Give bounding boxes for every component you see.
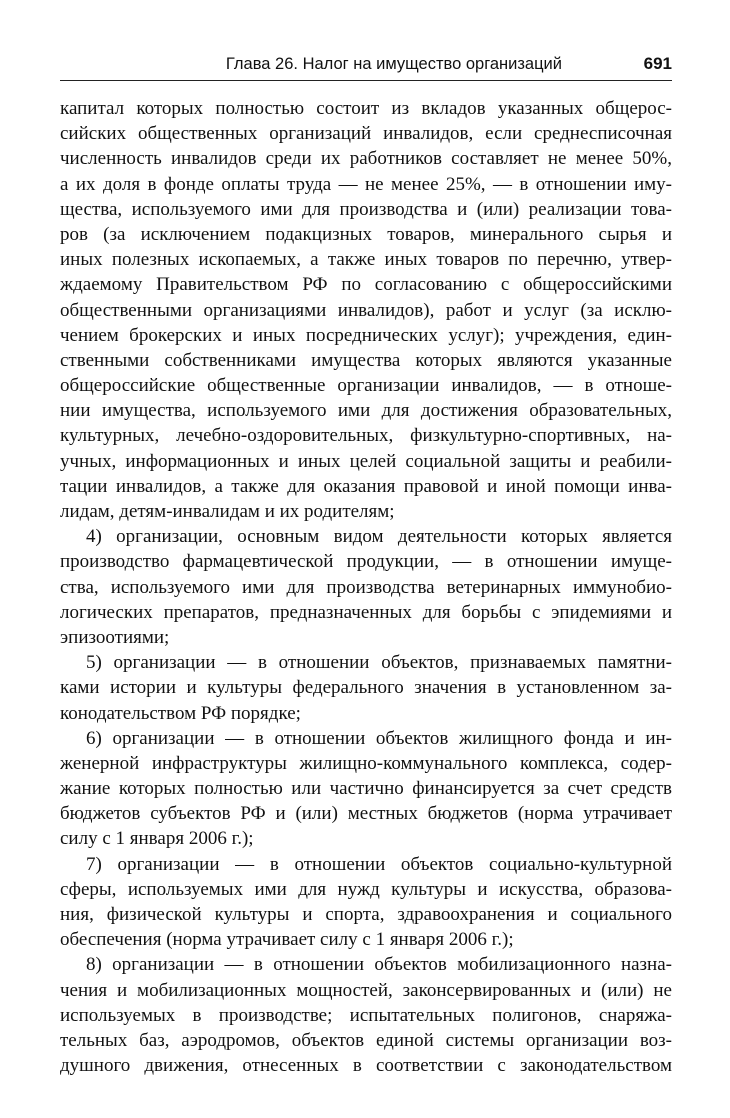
- text-line: ров (за исключением подакцизных товаров, минерального сырья и: [60, 223, 672, 245]
- text-line: общественными организациями инвалидов), работ и услуг (за исклю-: [60, 299, 672, 321]
- text-line: ками истории и культуры федерального значения в установленном за-: [60, 677, 672, 699]
- text-line: душного движения, отнесенных в соответствии с законодательством: [60, 1055, 672, 1077]
- text-line: учных, информационных и иных целей социальной защиты и реабили-: [60, 450, 672, 472]
- text-line: бюджетов субъектов РФ и (или) местных бюджетов (норма утрачивает: [60, 803, 672, 825]
- text-line: 8) организации — в отношении объектов мобилизационного назна-: [86, 954, 672, 976]
- text-line: щества, используемого ими для производства и (или) реализации това-: [60, 198, 672, 220]
- text-line: лидам, детям-инвалидам и их родителям;: [60, 501, 395, 522]
- text-line: нии имущества, используемого ими для достижения образовательных,: [60, 400, 672, 422]
- text-line: иных полезных ископаемых, а также иных товаров по перечню, утвер-: [60, 249, 672, 271]
- text-line: 4) организации, основным видом деятельности которых является: [86, 526, 672, 548]
- text-line: ждаемому Правительством РФ по согласованию с общероссийскими: [60, 274, 672, 296]
- text-line: сийских общественных организаций инвалидов, если среднесписочная: [60, 123, 672, 145]
- body-text: [60, 96, 672, 1078]
- text-line: тельных баз, аэродромов, объектов единой системы организации воз-: [60, 1029, 672, 1051]
- text-line: общероссийские общественные организации инвалидов, — в отноше-: [60, 375, 672, 397]
- page-number: 691: [643, 54, 672, 73]
- text-line: ственными собственниками имущества которых являются указанные: [60, 349, 672, 371]
- text-line: силу с 1 января 2006 г.);: [60, 828, 254, 850]
- text-line: капитал которых полностью состоит из вкладов указанных общерос-: [60, 98, 672, 119]
- text-line: численность инвалидов среди их работников составляет не менее 50%,: [60, 148, 672, 170]
- text-line: ства, используемого ими для производства ветеринарных иммунобио-: [60, 576, 672, 598]
- text-line: 7) организации — в отношении объектов социально-культурной: [86, 853, 672, 875]
- running-head: Глава 26. Налог на имущество организаций: [225, 55, 562, 73]
- page-header: [60, 52, 672, 82]
- text-line: жание которых полностью или частично финансируется за счет средств: [60, 778, 672, 800]
- text-line: сферы, используемых ими для нужд культуры и искусства, образова-: [60, 878, 672, 900]
- text-line: чением брокерских и иных посреднических услуг); учреждения, един-: [60, 324, 672, 346]
- text-line: а их доля в фонде оплаты труда — не менее 25%, — в отношении иму-: [60, 173, 672, 195]
- text-line: женерной инфраструктуры жилищно-коммунального комплекса, содер-: [60, 752, 672, 774]
- text-line: обеспечения (норма утрачивает силу с 1 января 2006 г.);: [60, 929, 514, 951]
- text-line: культурных, лечебно-оздоровительных, физкультурно-спортивных, на-: [60, 425, 672, 447]
- text-line: 6) организации — в отношении объектов жилищного фонда и ин-: [86, 727, 672, 749]
- header-rule: [60, 80, 672, 81]
- text-line: используемых в производстве; испытательных полигонов, снаряжа-: [60, 1004, 672, 1026]
- text-line: эпизоотиями;: [60, 626, 170, 648]
- text-line: ния, физической культуры и спорта, здравоохранения и социального: [60, 904, 672, 925]
- text-line: конодательством РФ порядке;: [60, 702, 301, 724]
- text-line: логических препаратов, предназначенных для борьбы с эпидемиями и: [60, 601, 672, 623]
- text-line: тации инвалидов, а также для оказания правовой и иной помощи инва-: [60, 475, 672, 497]
- text-line: 5) организации — в отношении объектов, признаваемых памятни-: [86, 652, 672, 674]
- text-line: производство фармацевтической продукции, — в отношении имуще-: [60, 551, 672, 573]
- text-line: чения и мобилизационных мощностей, законсервированных и (или) не: [60, 979, 672, 1001]
